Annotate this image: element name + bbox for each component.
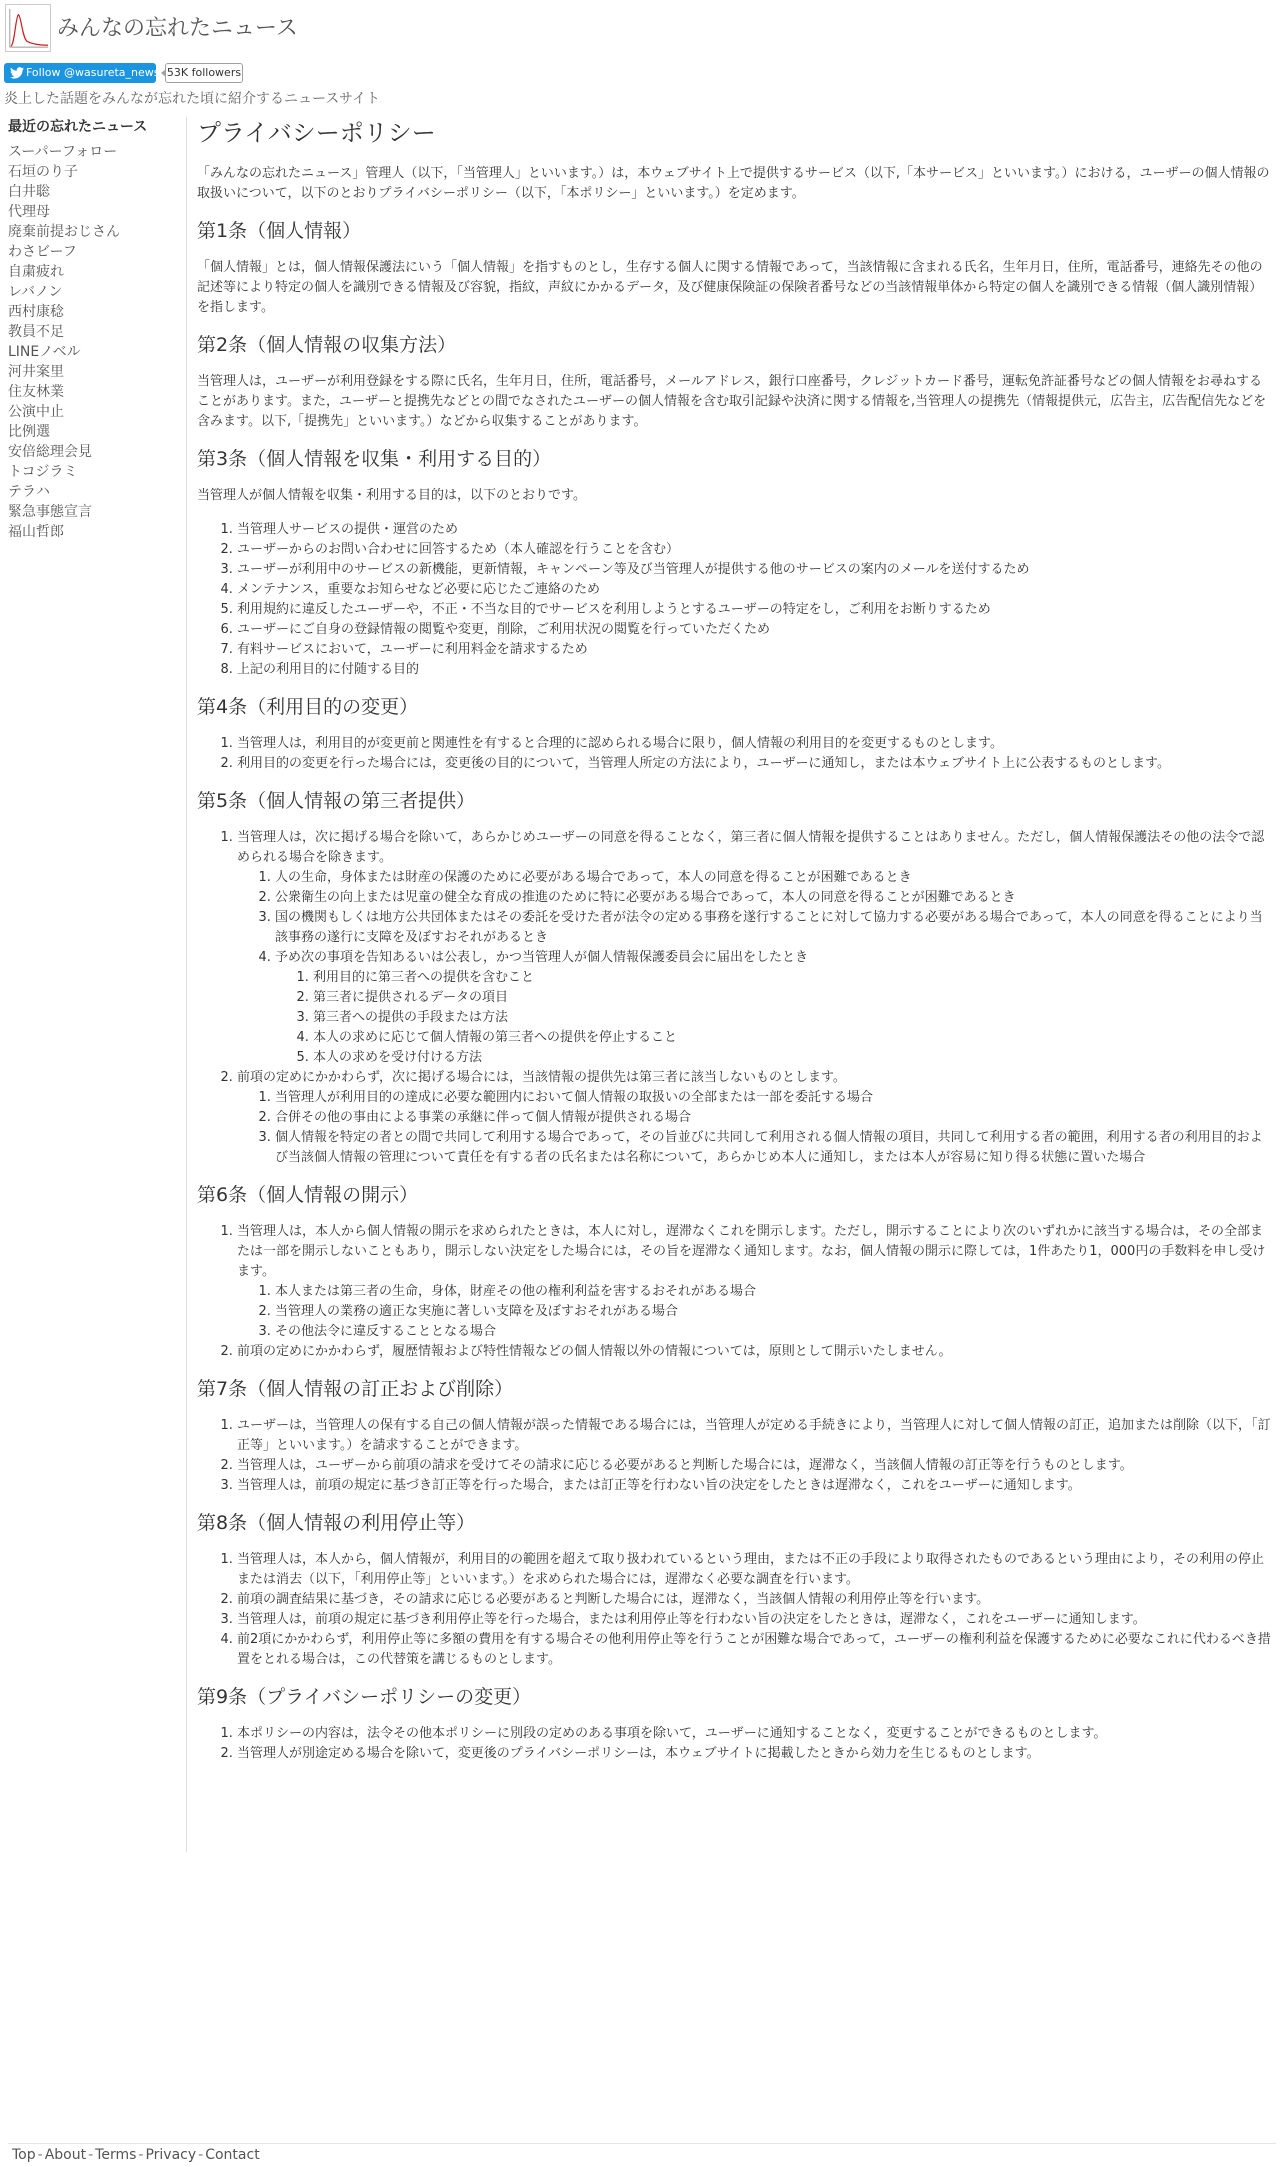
footer-link-terms[interactable]: Terms (95, 2147, 137, 2163)
article-8-list (197, 1550, 1274, 1670)
list-item: 3. 当管理人は，前項の規定に基づき訂正等を行った場合，または訂正等を行わない旨の決定をしたときは遅滞なく，これをユーザーに通知します。 (237, 1476, 1274, 1496)
list-item (237, 1068, 1274, 1168)
article-5-item-1-4-sublist (275, 968, 1274, 1068)
sidebar-news-link[interactable]: 代理母 (8, 204, 50, 220)
list-item: 1. 人の生命，身体または財産の保護のために必要がある場合であって，本人の同意を得ることが困難であるとき (275, 868, 1274, 888)
sidebar-news-item[interactable] (8, 502, 183, 522)
article-6-heading: 第6条（個人情報の開示） (197, 1184, 419, 1206)
sidebar-news-item[interactable] (8, 302, 183, 322)
list-item: 1. 当管理人サービスの提供・運営のため (237, 520, 1274, 540)
list-item: 2. 第三者に提供されるデータの項目 (313, 988, 1274, 1008)
sidebar-title: 最近の忘れたニュース (8, 119, 148, 135)
list-item: 3. その他法令に違反することとなる場合 (275, 1322, 1274, 1342)
article-6-list (197, 1222, 1274, 1362)
list-item: 3. 当管理人は，前項の規定に基づき利用停止等を行った場合，または利用停止等を行わない旨の決定をしたときは，遅滞なく，これをユーザーに通知します。 (237, 1610, 1274, 1630)
page-title: プライバシーポリシー (197, 119, 436, 147)
sidebar-news-item[interactable] (8, 202, 183, 222)
list-item: 8. 上記の利用目的に付随する目的 (237, 660, 1274, 680)
list-item: 2. ユーザーからのお問い合わせに回答するため（本人確認を行うことを含む） (237, 540, 1274, 560)
list-item: 5. 利用規約に違反したユーザーや，不正・不当な目的でサービスを利用しようとするユーザーの特定をし，ご利用をお断りするため (237, 600, 1274, 620)
list-item: 6. ユーザーにご自身の登録情報の閲覧や変更，削除，ご利用状況の閲覧を行っていただくため (237, 620, 1274, 640)
article-9-heading: 第9条（プライバシーポリシーの変更） (197, 1686, 532, 1708)
sidebar-news-item[interactable] (8, 342, 183, 362)
follower-count[interactable]: 53K followers (165, 63, 243, 83)
list-item: 3. 第三者への提供の手段または方法 (313, 1008, 1274, 1028)
list-item: 1. 当管理人は，利用目的が変更前と関連性を有すると合理的に認められる場合に限り，個人情報の利用目的を変更するものとします。 (237, 734, 1274, 754)
list-item (275, 948, 1274, 1068)
list-item: 1. 当管理人は，本人から，個人情報が，利用目的の範囲を超えて取り扱われているという理由，または不正の手段により取得されたものであるという理由により，その利用の停止または消去（以下，「利用停止等」といいます。）を求められた場合には，遅滞なく必要な調査を行います。 (237, 1550, 1274, 1590)
article-2-text: 当管理人は，ユーザーが利用登録をする際に氏名，生年月日，住所，電話番号，メールアドレス，銀行口座番号，クレジットカード番号，運転免許証番号などの個人情報をお尋ねすることがあります。また，ユーザーと提携先などとの間でなされたユーザーの個人情報を含む取引記録や決済に関する情報を,当管理人の提携先（情報提供元，広告主，広告配信先などを含みます。以下,「提携先」といいます。）などから収集することがあります。 (197, 374, 1267, 429)
footer-separator: - (138, 2147, 144, 2163)
sidebar-news-link[interactable]: 教員不足 (8, 324, 64, 340)
article-3-text: 当管理人が個人情報を収集・利用する目的は，以下のとおりです。 (197, 488, 586, 503)
article-7-heading: 第7条（個人情報の訂正および削除） (197, 1378, 514, 1400)
sidebar-news-item[interactable] (8, 162, 183, 182)
footer-nav (12, 2146, 260, 2164)
sidebar-news-link[interactable]: 比例選 (8, 424, 50, 440)
list-item: 2. 当管理人の業務の適正な実施に著しい支障を及ぼすおそれがある場合 (275, 1302, 1274, 1322)
sidebar-news-item[interactable] (8, 482, 183, 502)
article-6-item-1-sublist (237, 1282, 1274, 1342)
sidebar-news-item[interactable] (8, 442, 183, 462)
sidebar-news-link[interactable]: テラハ (8, 484, 50, 500)
article-2-heading: 第2条（個人情報の収集方法） (197, 334, 457, 356)
sidebar-news-link[interactable]: 住友林業 (8, 384, 64, 400)
list-item: 2. 利用目的の変更を行った場合には，変更後の目的について，当管理人所定の方法により，ユーザーに通知し，または本ウェブサイト上に公表するものとします。 (237, 754, 1274, 774)
list-item: 1. 当管理人が利用目的の達成に必要な範囲内において個人情報の取扱いの全部または一部を委託する場合 (275, 1088, 1274, 1108)
sidebar-news-link[interactable]: LINEノベル (8, 344, 81, 360)
sidebar-news-item[interactable] (8, 242, 183, 262)
sidebar (8, 117, 183, 542)
list-item: 4. メンテナンス，重要なお知らせなど必要に応じたご連絡のため (237, 580, 1274, 600)
sidebar-news-item[interactable] (8, 262, 183, 282)
policy-intro: 「みんなの忘れたニュース」管理人（以下，「当管理人」といいます。）は，本ウェブサイト上で提供するサービス（以下,「本サービス」といいます。）における，ユーザーの個人情報の取扱いについて，以下のとおりプライバシーポリシー（以下，「本ポリシー」といいます。）を定めます。 (197, 166, 1270, 201)
footer-divider (8, 2143, 1276, 2144)
article-3-heading: 第3条（個人情報を収集・利用する目的） (197, 448, 552, 470)
article-3-list (197, 520, 1274, 680)
sidebar-news-item[interactable] (8, 522, 183, 542)
list-item: 2. 当管理人は，ユーザーから前項の請求を受けてその請求に応じる必要があると判断した場合には，遅滞なく，当該個人情報の訂正等を行うものとします。 (237, 1456, 1274, 1476)
sidebar-news-link[interactable]: 公演中止 (8, 404, 64, 420)
site-logo[interactable] (5, 4, 51, 52)
sidebar-news-link[interactable]: 緊急事態宣言 (8, 504, 92, 520)
footer-link-about[interactable]: About (44, 2147, 87, 2163)
sidebar-news-link[interactable]: スーパーフォロー (8, 144, 118, 160)
sidebar-news-item[interactable] (8, 362, 183, 382)
sidebar-news-item[interactable] (8, 222, 183, 242)
article-5-list (197, 828, 1274, 1168)
follow-label: Follow @wasureta_news (26, 66, 160, 79)
list-item: 3. 国の機関もしくは地方公共団体またはその委託を受けた者が法令の定める事務を遂行することに対して協力する必要がある場合であって，本人の同意を得ることにより当該事務の遂行に支障を及ぼすおそれがあるとき (275, 908, 1274, 948)
list-item: 4. 前2項にかかわらず，利用停止等に多額の費用を有する場合その他利用停止等を行うことが困難な場合であって，ユーザーの権利利益を保護するために必要なこれに代わるべき措置をとれる場合は，この代替策を講じるものとします。 (237, 1630, 1274, 1670)
list-item: 2. 前項の調査結果に基づき，その請求に応じる必要があると判断した場合には，遅滞なく，当該個人情報の利用停止等を行います。 (237, 1590, 1274, 1610)
sidebar-news-link[interactable]: 西村康稔 (8, 304, 64, 320)
sidebar-news-link[interactable]: 福山哲郎 (8, 524, 64, 540)
list-item: 3. ユーザーが利用中のサービスの新機能，更新情報，キャンペーン等及び当管理人が提供する他のサービスの案内のメールを送付するため (237, 560, 1274, 580)
list-item: 2. 当管理人が別途定める場合を除いて，変更後のプライバシーポリシーは，本ウェブサイトに掲載したときから効力を生じるものとします。 (237, 1744, 1274, 1764)
article-5-item-2-sublist (237, 1088, 1274, 1168)
sidebar-news-item[interactable] (8, 282, 183, 302)
sidebar-divider (186, 117, 187, 1852)
article-9-list (197, 1724, 1274, 1764)
sidebar-news-link[interactable]: 河井案里 (8, 364, 64, 380)
article-1-text: 「個人情報」とは，個人情報保護法にいう「個人情報」を指すものとし，生存する個人に関する情報であって，当該情報に含まれる氏名，生年月日，住所，電話番号，連絡先その他の記述等により特定の個人を識別できる情報及び容貌，指紋，声紋にかかるデータ，及び健康保険証の保険者番号などの当該情報単体から特定の個人を識別できる情報（個人識別情報）を指します。 (197, 260, 1263, 315)
sidebar-news-list (8, 142, 183, 542)
list-item: 2. 合併その他の事由による事業の承継に伴って個人情報が提供される場合 (275, 1108, 1274, 1128)
sidebar-news-item[interactable] (8, 422, 183, 442)
list-item-text: 当管理人は，本人から個人情報の開示を求められたときは，本人に対し，遅滞なくこれを開示します。ただし，開示することにより次のいずれかに該当する場合は，その全部または一部を開示しないこともあり，開示しない決定をした場合には，その旨を遅滞なく通知します。なお，個人情報の開示に際しては，1件あたり1，000円の手数料を申し受けます。 (237, 1224, 1266, 1279)
footer-separator: - (88, 2147, 94, 2163)
list-item: 4. 本人の求めに応じて個人情報の第三者への提供を停止すること (313, 1028, 1274, 1048)
sidebar-news-link[interactable]: 石垣のり子 (8, 164, 78, 180)
article-4-heading: 第4条（利用目的の変更） (197, 696, 419, 718)
list-item (237, 828, 1274, 1068)
article-4-list (197, 734, 1274, 774)
article-8-heading: 第8条（個人情報の利用停止等） (197, 1512, 476, 1534)
footer-link-contact[interactable]: Contact (205, 2147, 260, 2163)
footer-link-top[interactable]: Top (12, 2147, 36, 2163)
twitter-follow-button[interactable] (4, 63, 160, 83)
article-7-list (197, 1416, 1274, 1496)
article-1-heading: 第1条（個人情報） (197, 220, 362, 242)
footer-separator: - (37, 2147, 43, 2163)
trend-curve-icon (6, 5, 50, 51)
list-item: 3. 個人情報を特定の者との間で共同して利用する場合であって，その旨並びに共同して利用される個人情報の項目，共同して利用する者の範囲，利用する者の利用目的および当該個人情報の管理について責任を有する者の氏名または名称について，あらかじめ本人に通知し，または本人が容易に知り得る状態に置いた場合 (275, 1128, 1274, 1168)
sidebar-news-item[interactable] (8, 402, 183, 422)
site-title[interactable]: みんなの忘れたニュース (57, 16, 298, 41)
sidebar-news-link[interactable]: 白井聡 (8, 184, 50, 200)
sidebar-news-item[interactable] (8, 462, 183, 482)
list-item: 1. ユーザーは，当管理人の保有する自己の個人情報が誤った情報である場合には，当管理人が定める手続きにより，当管理人に対して個人情報の訂正，追加または削除（以下，「訂正等」といいます。）を請求することができます。 (237, 1416, 1274, 1456)
sidebar-news-link[interactable]: 安倍総理会見 (8, 444, 92, 460)
list-item-text: 前項の定めにかかわらず，次に掲げる場合には，当該情報の提供先は第三者に該当しないものとします。 (237, 1070, 846, 1085)
sidebar-news-item[interactable] (8, 322, 183, 342)
sidebar-news-link[interactable]: 自粛疲れ (8, 264, 64, 280)
list-item (237, 1222, 1274, 1342)
site-tagline: 炎上した話題をみんなが忘れた頃に紹介するニュースサイト (4, 91, 381, 107)
sidebar-news-item[interactable] (8, 382, 183, 402)
list-item: 7. 有料サービスにおいて，ユーザーに利用料金を請求するため (237, 640, 1274, 660)
twitter-bird-icon (10, 67, 24, 79)
list-item: 2. 公衆衛生の向上または児童の健全な育成の推進のために特に必要がある場合であって，本人の同意を得ることが困難であるとき (275, 888, 1274, 908)
sidebar-news-link[interactable]: 廃棄前提おじさん (8, 224, 120, 240)
list-item-text: 当管理人は，次に掲げる場合を除いて，あらかじめユーザーの同意を得ることなく，第三者に個人情報を提供することはありません。ただし，個人情報保護法その他の法令で認められる場合を除きます。 (237, 830, 1265, 865)
sidebar-news-link[interactable]: トコジラミ (8, 464, 78, 480)
article-5-heading: 第5条（個人情報の第三者提供） (197, 790, 476, 812)
list-item: 1. 利用目的に第三者への提供を含むこと (313, 968, 1274, 988)
main-content (197, 118, 1274, 1778)
footer-link-privacy[interactable]: Privacy (145, 2147, 197, 2163)
footer-separator: - (198, 2147, 204, 2163)
list-item: 1. 本ポリシーの内容は，法令その他本ポリシーに別段の定めのある事項を除いて，ユーザーに通知することなく，変更することができるものとします。 (237, 1724, 1274, 1744)
sidebar-news-link[interactable]: レバノン (8, 284, 63, 300)
list-item: 2. 前項の定めにかかわらず，履歴情報および特性情報などの個人情報以外の情報については，原則として開示いたしません。 (237, 1342, 1274, 1362)
sidebar-news-item[interactable] (8, 182, 183, 202)
sidebar-news-link[interactable]: わさビーフ (8, 244, 77, 260)
list-item: 5. 本人の求めを受け付ける方法 (313, 1048, 1274, 1068)
site-header (0, 0, 1284, 58)
article-5-item-1-sublist (237, 868, 1274, 1068)
list-item-text: 予め次の事項を告知あるいは公表し，かつ当管理人が個人情報保護委員会に届出をしたとき (275, 950, 809, 965)
list-item: 1. 本人または第三者の生命，身体，財産その他の権利利益を害するおそれがある場合 (275, 1282, 1274, 1302)
sidebar-news-item[interactable] (8, 142, 183, 162)
